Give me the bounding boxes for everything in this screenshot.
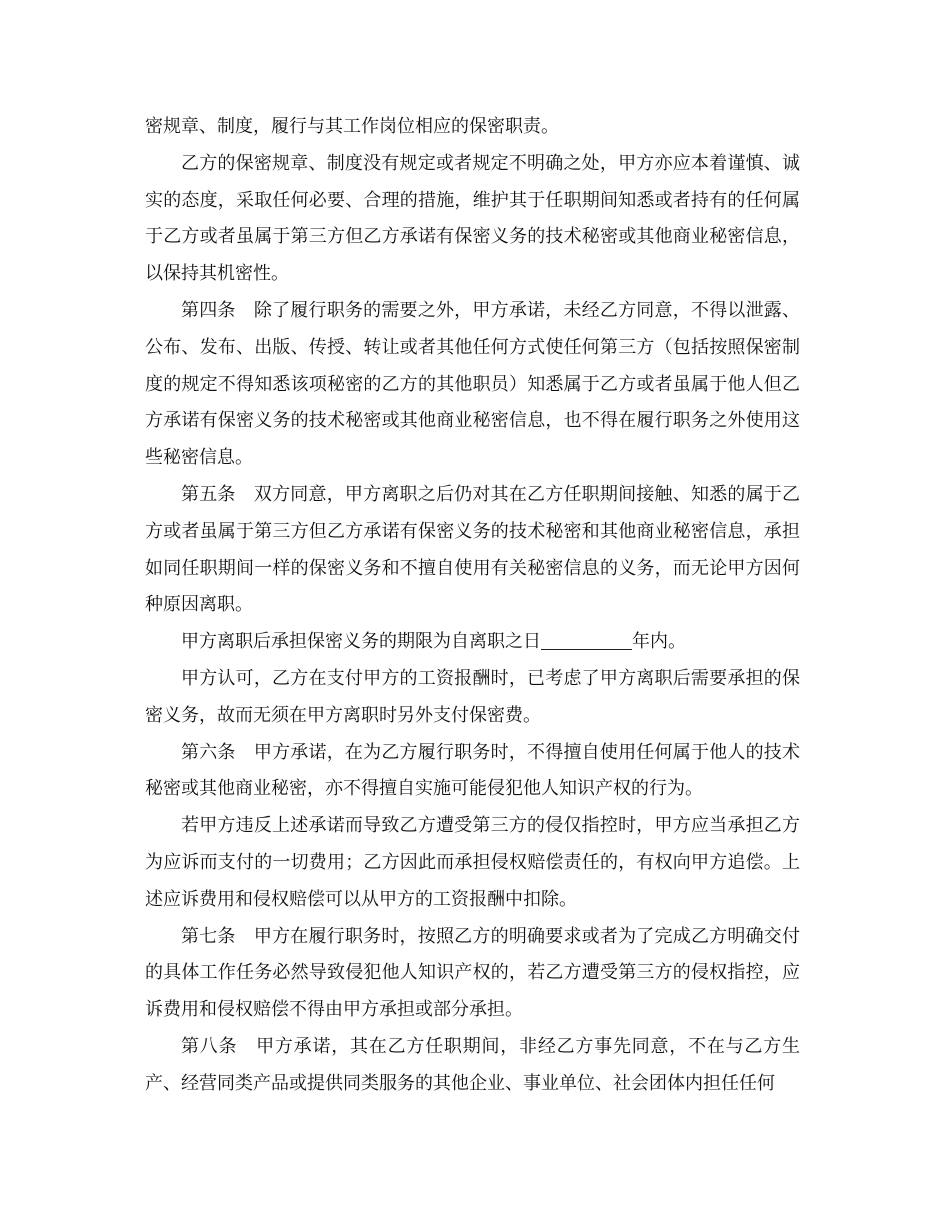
fill-in-blank-field[interactable]	[541, 631, 632, 650]
paragraph-text: 除了履行职务的需要之外，甲方承诺，未经乙方同意，不得以泄露、公布、发布、出版、传授、转让或者其他任何方式使任何第三方（包括按照保密制度的规定不得知悉该项秘密的乙方的其他职员）知悉属于乙方或者虽属于他人但乙方承诺有保密义务的技术秘密或其他商业秘密信息，也不得在履行职务之外使用这些秘密信息。	[145, 299, 801, 469]
paragraph-text: 密规章、制度，履行与其工作岗位相应的保密职责。	[145, 116, 559, 137]
article-number: 第五条	[181, 483, 236, 505]
paragraph-text: 甲方离职后承担保密义务的期限为自离职之日	[181, 631, 541, 653]
paragraph-text: 乙方的保密规章、制度没有规定或者规定不明确之处，甲方亦应本着谨慎、诚实的态度，采取任何必要、合理的措施，维护其于任职期间知悉或者持有的任何属于乙方或者虽属于第三方但乙方承诺有保密义务的技术秘密或其他商业秘密信息，以保持其机密性。	[145, 152, 800, 285]
paragraph-article-7	[145, 919, 800, 1029]
document-body	[145, 109, 800, 1103]
paragraph-infringement-liability	[145, 808, 800, 918]
paragraph-article-4	[145, 293, 800, 477]
article-number: 第八条	[181, 1035, 238, 1057]
paragraph-text: 若甲方违反上述承诺而导致乙方遭受第三方的侵仅指控时，甲方应当承担乙方为应诉而支付的一切费用；乙方因此而承担侵权赔偿责任的，有权向甲方追偿。上述应诉费用和侵权赔偿可以从甲方的工资报酬中扣除。	[145, 815, 800, 910]
paragraph-article-6	[145, 735, 800, 809]
paragraph-text: 甲方在履行职务时，按照乙方的明确要求或者为了完成乙方明确交付的具体工作任务必然导致侵犯他人知识产权的，若乙方遭受第三方的侵权指控，应诉费用和侵权赔偿不得由甲方承担或部分承担。	[145, 925, 801, 1021]
paragraph-article-8	[145, 1029, 800, 1103]
paragraph-continuation	[145, 109, 800, 146]
paragraph-confidentiality-term	[145, 624, 800, 661]
paragraph-confidentiality-care	[145, 146, 800, 293]
paragraph-article-5	[145, 477, 800, 624]
article-number: 第七条	[181, 925, 236, 947]
paragraph-text: 甲方承诺，在为乙方履行职务时，不得擅自使用任何属于他人的技术秘密或其他商业秘密，亦不得擅自实施可能侵犯他人知识产权的行为。	[145, 741, 801, 800]
article-number: 第四条	[181, 299, 236, 321]
paragraph-no-extra-fee	[145, 661, 800, 735]
article-number: 第六条	[181, 741, 236, 763]
paragraph-text: 甲方承诺，其在乙方任职期间，非经乙方事先同意，不在与乙方生产、经营同类产品或提供同类服务的其他企业、事业单位、社会团体内担任任何	[145, 1035, 800, 1094]
paragraph-text: 甲方认可，乙方在支付甲方的工资报酬时，已考虑了甲方离职后需要承担的保密义务，故而无须在甲方离职时另外支付保密费。	[145, 667, 800, 726]
paragraph-text: 双方同意，甲方离职之后仍对其在乙方任职期间接触、知悉的属于乙方或者虽属于第三方但乙方承诺有保密义务的技术秘密和其他商业秘密信息，承担如同任职期间一样的保密义务和不擅自使用有关秘密信息的义务，而无论甲方因何种原因离职。	[145, 483, 801, 616]
paragraph-text: 年内。	[632, 631, 686, 653]
